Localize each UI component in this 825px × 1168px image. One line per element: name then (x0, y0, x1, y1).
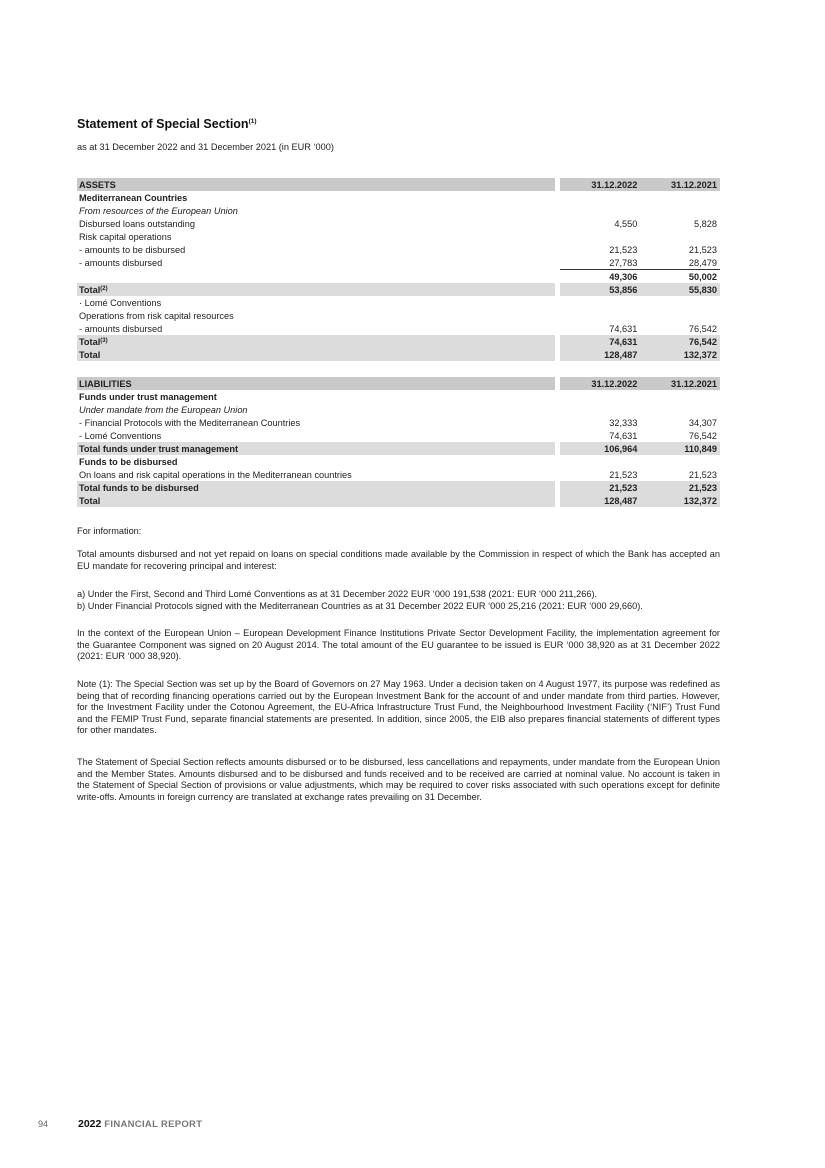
table-row (77, 270, 720, 284)
row-value-2021: 76,542 (688, 323, 717, 334)
report-title: 2022 FINANCIAL REPORT (78, 1118, 203, 1130)
table-row (77, 283, 720, 296)
table-row (77, 429, 720, 442)
liabilities-table (77, 377, 720, 507)
table-row (77, 416, 720, 429)
table-row (77, 309, 720, 322)
disbursement-list: a) Under the First, Second and Third Lomé Conventions as at 31 December 2022 EUR ‘000 191,538 (2021: EUR ‘000 211,266). b) Under Financial Protocols signed with the Mediterranean Countries as at 31 December 2022 EUR ‘000 25,216 (2021: EUR ‘000 29,660). (77, 589, 643, 611)
liabilities-header-2022: 31.12.2022 (560, 377, 641, 390)
row-label (77, 270, 555, 284)
row-label: Total$^{(2)}$ (77, 283, 555, 296)
table-row (77, 481, 720, 494)
liabilities-header-row (77, 377, 720, 390)
row-value-2021: 110,849 (640, 442, 720, 455)
row-value-2022: 21,523 (560, 481, 641, 494)
table-row (77, 442, 720, 455)
page-number: 94 (38, 1119, 49, 1129)
row-value-2022: 128,487 (560, 494, 641, 507)
row-value-2022: 74,631 (609, 430, 638, 441)
row-value-2022 (560, 230, 641, 243)
table-row (77, 230, 720, 243)
row-value-2021 (640, 309, 720, 322)
row-value-2021 (640, 390, 720, 403)
row-value-2022: 128,487 (560, 348, 641, 361)
row-value-2022 (560, 309, 641, 322)
row-label: - Lomé Conventions (79, 430, 162, 441)
assets-header-2022: 31.12.2022 (560, 178, 641, 191)
info-heading: For information: (77, 526, 142, 536)
liabilities-header-2021: 31.12.2021 (640, 377, 720, 390)
row-value-2022: 4,550 (614, 218, 638, 229)
row-value-2021: 132,372 (640, 348, 720, 361)
table-row (77, 256, 720, 270)
row-label: Under mandate from the European Union (79, 404, 248, 415)
row-label: · Lomé Conventions (79, 297, 162, 308)
row-value-2022 (560, 390, 641, 403)
row-label: Total funds to be disbursed (77, 481, 555, 494)
assets-header-2021: 31.12.2021 (640, 178, 720, 191)
row-label: Risk capital operations (79, 231, 172, 242)
row-value-2021: 76,542 (688, 430, 717, 441)
page-title: Statement of Special Section$^{(1)}$ (77, 117, 257, 131)
row-label: Disbursed loans outstanding (79, 218, 195, 229)
page-footer (38, 1118, 203, 1130)
row-value-2021: 132,372 (640, 494, 720, 507)
row-value-2021: 5,828 (694, 218, 717, 229)
row-label: Total (77, 494, 555, 507)
table-row (77, 322, 720, 335)
row-value-2021 (640, 455, 720, 468)
table-row (77, 494, 720, 507)
row-label: Operations from risk capital resources (79, 310, 234, 321)
assets-header-label: ASSETS (77, 178, 555, 191)
row-value-2022: 74,631 (609, 323, 638, 334)
row-value-2021: 21,523 (688, 244, 717, 255)
note-paragraph: Note (1): The Special Section was set up by the Board of Governors on 27 May 1963. Under a decision taken on 4 August 1977, its purpose was redefined as being that of recording financing operations carried out by the European Investment Bank for the account of and under mandate from third parties. However, for the Investment Facility under the Cotonou Agreement, the EU-Africa Infrastructure Trust Fund, the Neighbourhood Investment Facility (‘NIF’) Trust Fund and the FEMIP Trust Fund, separate financial statements are presented. In addition, since 2005, the EIB also prepares financial statements of different types for other mandates. (77, 679, 720, 735)
row-label: - amounts to be disbursed (79, 244, 186, 255)
row-value-2021 (640, 296, 720, 309)
row-label: - amounts disbursed (79, 257, 163, 268)
row-value-2022: 27,783 (560, 256, 641, 270)
row-value-2021 (640, 204, 720, 217)
statement-paragraph: The Statement of Special Section reflects amounts disbursed or to be disbursed, less cancellations and repayments, under mandate from the European Union and the Member States. Amounts disbursed and to be disbursed and funds received and to be received are carried at nominal value. No account is taken in the Statement of Special Section of provisions or value adjustments, which may be required to cover risks associated with such operations except for definite write-offs. Amounts in foreign currency are translated at exchange rates prevailing on 31 December. (77, 757, 720, 802)
row-label: - amounts disbursed (79, 323, 163, 334)
assets-table (77, 178, 720, 361)
row-value-2022: 53,856 (560, 283, 641, 296)
row-value-2021: 55,830 (640, 283, 720, 296)
row-value-2022: 21,523 (609, 244, 638, 255)
row-label: - Financial Protocols with the Mediterranean Countries (79, 417, 301, 428)
row-value-2022: 21,523 (609, 469, 638, 480)
row-value-2021 (640, 403, 720, 416)
row-value-2022 (560, 455, 641, 468)
row-value-2022 (560, 296, 641, 309)
row-label: Total$^{(3)}$ (77, 335, 555, 348)
row-label: Total (77, 348, 555, 361)
row-value-2022 (560, 403, 641, 416)
row-value-2021 (640, 191, 720, 204)
row-label: Total funds under trust management (77, 442, 555, 455)
row-value-2022: 106,964 (560, 442, 641, 455)
table-row (77, 468, 720, 481)
info-paragraph: Total amounts disbursed and not yet repaid on loans on special conditions made available by the Commission in respect of which the Bank has accepted an EU mandate for recovering principal and interest: (77, 549, 720, 571)
row-value-2021: 21,523 (640, 481, 720, 494)
table-row (77, 204, 720, 217)
row-label: Mediterranean Countries (79, 192, 188, 203)
page-subtitle: as at 31 December 2022 and 31 December 2021 (in EUR ‘000) (77, 142, 334, 152)
row-value-2021 (640, 230, 720, 243)
table-row (77, 217, 720, 230)
row-value-2022: 74,631 (560, 335, 641, 348)
row-value-2022: 49,306 (609, 271, 638, 282)
row-value-2021: 50,002 (688, 271, 717, 282)
row-label: On loans and risk capital operations in the Mediterranean countries (79, 469, 352, 480)
row-value-2021: 76,542 (640, 335, 720, 348)
row-value-2021: 21,523 (688, 469, 717, 480)
table-row (77, 296, 720, 309)
row-label: From resources of the European Union (79, 205, 238, 216)
table-row (77, 335, 720, 348)
row-value-2022 (560, 204, 641, 217)
row-label: Funds to be disbursed (79, 456, 178, 467)
table-row (77, 243, 720, 256)
row-value-2022: 32,333 (609, 417, 638, 428)
row-value-2021: 28,479 (640, 256, 720, 270)
liabilities-header-label: LIABILITIES (77, 377, 555, 390)
table-row (77, 390, 720, 403)
row-value-2022 (560, 191, 641, 204)
table-row (77, 455, 720, 468)
table-row (77, 348, 720, 361)
assets-header-row (77, 178, 720, 191)
guarantee-paragraph: In the context of the European Union – European Development Finance Institutions Private Sector Development Facility, the implementation agreement for the Guarantee Component was signed on 20 August 2014. The total amount of the EU guarantee to be issued is EUR ‘000 38,920 as at 31 December 2022 (2021: EUR ‘000 38,920). (77, 628, 720, 661)
table-row (77, 191, 720, 204)
table-row (77, 403, 720, 416)
row-value-2021: 34,307 (688, 417, 717, 428)
row-label: Funds under trust management (79, 391, 217, 402)
